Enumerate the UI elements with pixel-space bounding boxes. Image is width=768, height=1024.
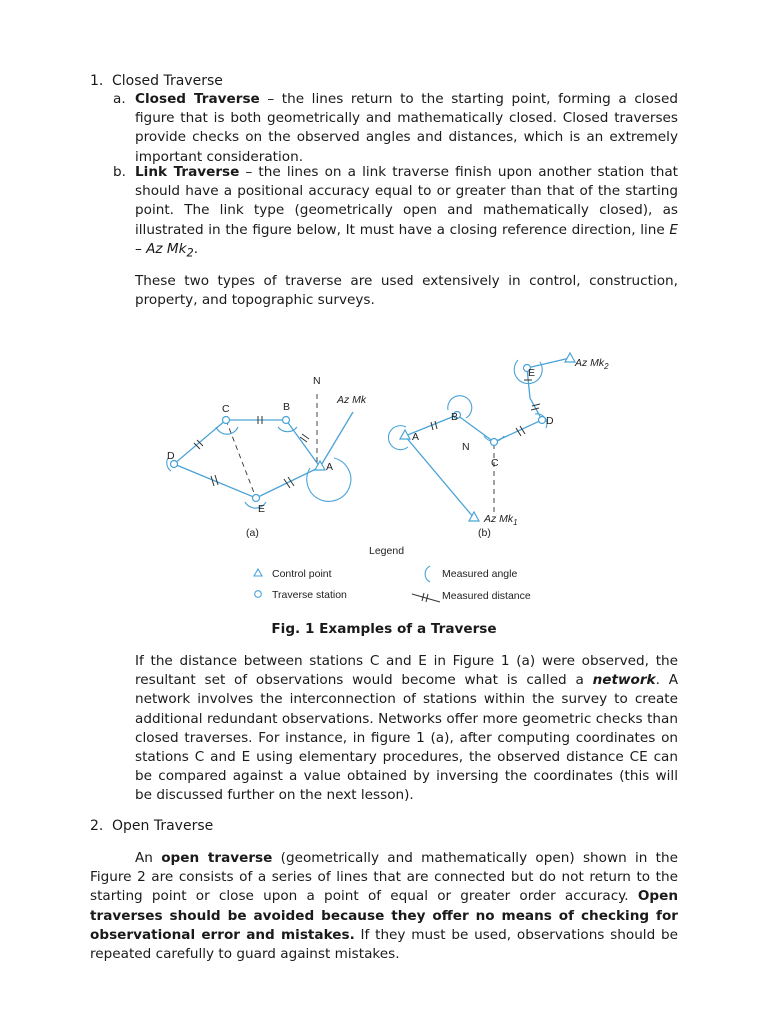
- network-text-before: If the distance between stations C and E in Figure 1 (a) were observed, the resultant set of observations would become what is called a: [135, 653, 678, 689]
- traverse-summary: These two types of traverse are used extensively in control, construction, property, and topographic surveys.: [135, 273, 678, 309]
- section-number: 2.: [90, 818, 104, 834]
- legend-control-point: Control point: [272, 568, 332, 580]
- station-b-d: [539, 417, 546, 424]
- open-warning: Open traverses should be avoided because they offer no means of checking for observational error and mistakes.: [90, 888, 678, 943]
- section-number: 1.: [90, 73, 104, 89]
- section-title: Open Traverse: [112, 818, 214, 834]
- panel-a-caption: (a): [246, 527, 259, 539]
- open-traverse-paragraph: [90, 849, 678, 964]
- label-b-a: A: [412, 431, 420, 443]
- traverse-figure: [150, 340, 630, 610]
- panel-a-traverse-lines: [174, 420, 320, 498]
- angle-arc-c: [216, 427, 238, 434]
- line-end: .: [193, 240, 199, 257]
- open-text-1: (geometrically and mathematically open) shown in the Figure 2 are consists of a series of lines that are connected but do not return to the starting point or close upon a point of equal or greater order accuracy.: [90, 850, 678, 905]
- label-b: B: [283, 401, 291, 413]
- label-b-b: B: [451, 411, 459, 423]
- panel-a-azimuth-label: Az Mk: [337, 394, 367, 406]
- legend-title: Legend: [369, 545, 405, 557]
- legend-distance-icon: [412, 593, 440, 602]
- panel-b-traverse-lines: [405, 358, 570, 518]
- list-item-link-traverse: [113, 163, 678, 263]
- control-point-az-mk2: [565, 353, 575, 362]
- line-reference: E – Az Mk: [135, 221, 678, 257]
- label-e: E: [258, 503, 266, 515]
- network-text-after: . A network involves the interconnection of stations within the survey to create additional redundant observations. Networks offer more geometric checks than closed traverses. For instance, in figure 1 (a), after computing coordinates on stations C and E using elementary procedures, the observed distance CE can be compared against a value obtained by inversing the coordinates (this will be discussed further on the next lesson).: [135, 672, 678, 804]
- network-term: network: [592, 672, 656, 689]
- label-b-d: D: [546, 415, 554, 427]
- figure-caption: Fig. 1 Examples of a Traverse: [271, 621, 497, 637]
- legend-traverse-station: Traverse station: [272, 589, 347, 601]
- open-intro: An: [135, 850, 162, 866]
- station-b-c: [491, 439, 498, 446]
- label-b-c: C: [491, 457, 499, 469]
- section-1-heading: [90, 73, 223, 89]
- open-text-2: If they must be used, observations should be repeated carefully to guard against mistakes.: [90, 926, 679, 963]
- station-b: [283, 417, 290, 424]
- legend-station-icon: [255, 591, 262, 598]
- panel-b-caption: (b): [478, 527, 491, 539]
- line-reference-subscript: 2: [186, 245, 194, 260]
- list-marker: b.: [113, 164, 126, 180]
- legend-angle-icon: [425, 566, 430, 582]
- list-item-text: [135, 90, 678, 167]
- legend-measured-distance: Measured distance: [442, 590, 531, 602]
- station-e: [253, 495, 260, 502]
- panel-a-north-label: N: [313, 375, 321, 387]
- list-marker: a.: [113, 91, 126, 107]
- open-traverse-term: open traverse: [161, 850, 273, 866]
- panel-b-north-label: N: [462, 441, 470, 453]
- list-item-text: [135, 163, 678, 263]
- definition: – the lines return to the starting point, forming a closed figure that is both geometrically and mathematically closed. Closed traverses provide checks on the observed angles and distances, which is an extremely important consideration.: [135, 91, 678, 165]
- legend-control-point-icon: [254, 569, 262, 576]
- panel-a-diagonal-ce: [226, 420, 256, 498]
- term: Closed Traverse: [135, 91, 260, 107]
- label-d: D: [167, 450, 175, 462]
- panel-b-azimuth-end: Az $Mk_2$: [575, 357, 609, 371]
- figure-legend: [254, 545, 531, 602]
- section-2-heading: [90, 818, 213, 834]
- list-item-closed-traverse: [113, 90, 678, 167]
- station-c: [223, 417, 230, 424]
- panel-b-azimuth-start: Az $Mk_1$: [484, 513, 518, 527]
- label-c: C: [222, 403, 230, 415]
- label-a: A: [326, 461, 334, 473]
- definition: – the lines on a link traverse finish upon another station that should have a positional accuracy equal to or greater than that of the starting point. The link type (geometrically open and mathematically closed), as illustrated in the figure below, It must have a closing reference direction, line: [135, 164, 678, 238]
- legend-measured-angle: Measured angle: [442, 568, 518, 580]
- section-title: Closed Traverse: [112, 73, 223, 89]
- label-b-e: E: [528, 367, 536, 379]
- network-paragraph: [135, 652, 678, 806]
- term: Link Traverse: [135, 164, 240, 180]
